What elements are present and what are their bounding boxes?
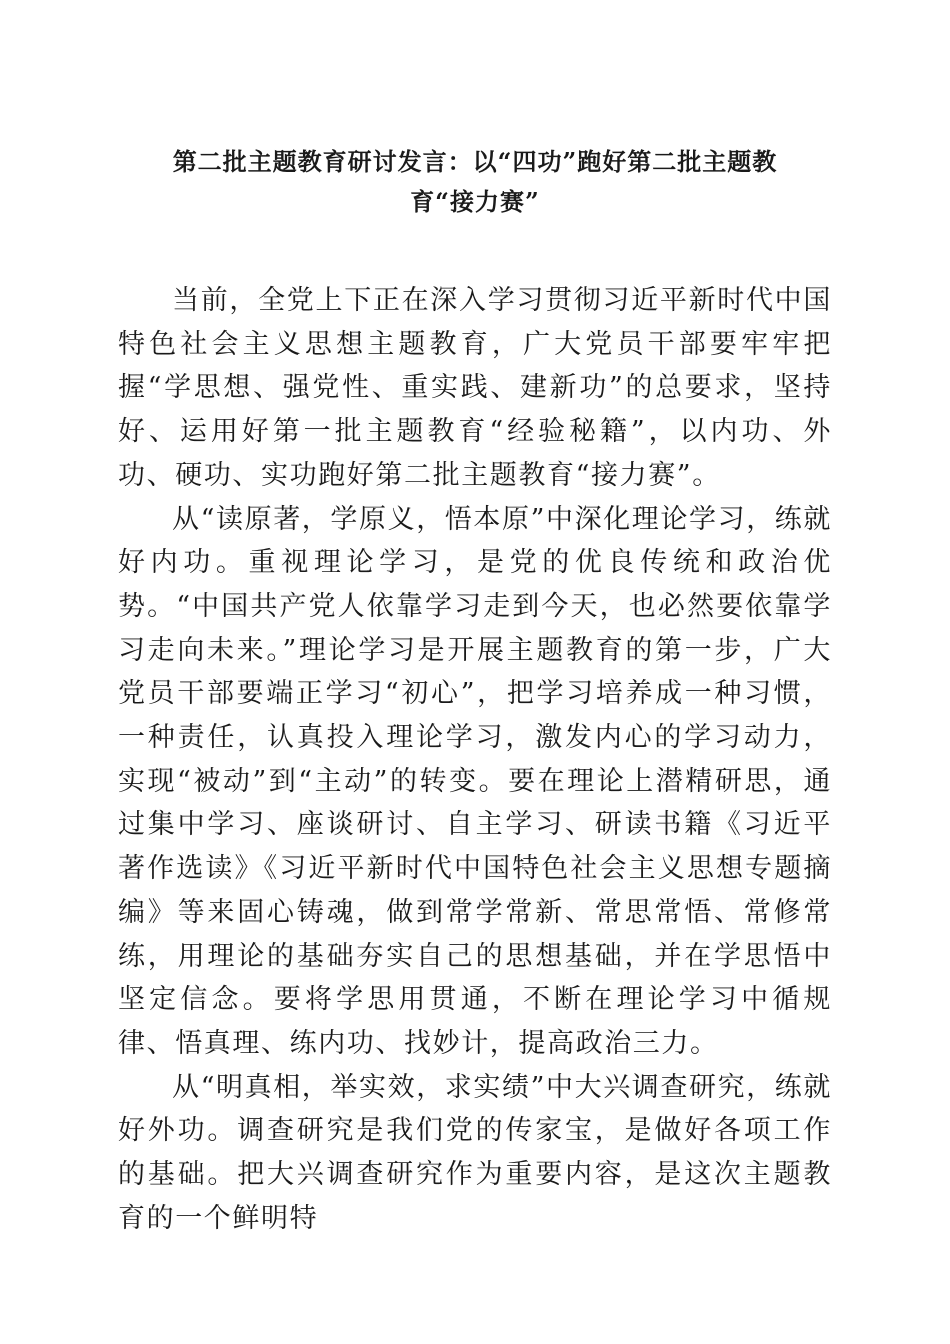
document-body <box>118 279 832 1240</box>
title-line-1: 第二批主题教育研讨发言：以“四功”跑好第二批主题教 <box>172 147 778 176</box>
document-title <box>120 142 830 222</box>
paragraph-inner-skill: 从“读原著，学原义，悟本原”中深化理论学习，练就好内功。重视理论学习，是党的优良传统和政治优势。“中国共产党人依靠学习走到今天，也必然要依靠学习走向未来。”理论学习是开展主题教育的第一步，广大党员干部要端正学习“初心”，把学习培养成一种习惯，一种责任，认真投入理论学习，激发内心的学习动力，实现“被动”到“主动”的转变。要在理论上潜精研思，通过集中学习、座谈研讨、自主学习、研读书籍《习近平著作选读》《习近平新时代中国特色社会主义思想专题摘编》等来固心铸魂，做到常学常新、常思常悟、常修常练，用理论的基础夯实自己的思想基础，并在学思悟中坚定信念。要将学思用贯通，不断在理论学习中循规律、悟真理、练内功、找妙计，提高政治三力。 <box>118 503 833 1059</box>
paragraph-intro: 当前，全党上下正在深入学习贯彻习近平新时代中国特色社会主义思想主题教育，广大党员干部要牢牢把握“学思想、强党性、重实践、建新功”的总要求，坚持好、运用好第一批主题教育“经验秘籍”，以内功、外功、硬功、实功跑好第二批主题教育“接力赛”。 <box>118 285 832 491</box>
title-line-2: 育“接力赛” <box>410 187 540 216</box>
paragraph-outer-skill: 从“明真相，举实效，求实绩”中大兴调查研究，练就好外功。调查研究是我们党的传家宝，是做好各项工作的基础。把大兴调查研究作为重要内容，是这次主题教育的一个鲜明特 <box>118 1071 833 1234</box>
